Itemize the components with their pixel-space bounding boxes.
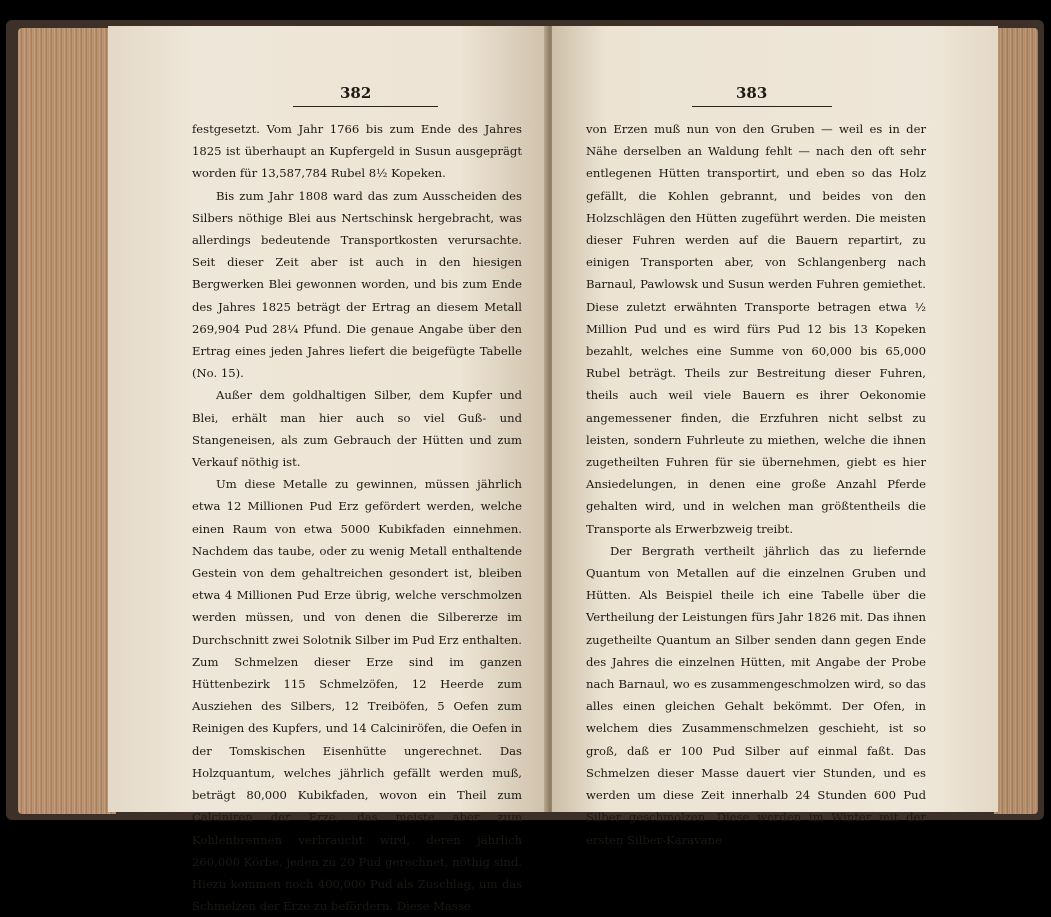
header-rule: [293, 106, 438, 107]
paragraph: Der Bergrath vertheilt jährlich das zu liefernde Quantum von Metallen auf die einzelnen Gruben und Hütten. Als Beispiel theile ich eine Tabelle über die Vertheilung der Leistungen fürs Jahr 1826 mit. Das ihnen zugetheilte Quantum an Silber senden dann gegen Ende des Jahres die einzelnen Hütten, mit Angabe der Probe nach Barnaul, wo es zusammengeschmolzen wird, so das alles einen gleichen Gehalt bekömmt. Der Ofen, in welchem dies Zusammenschmelzen geschieht, ist so groß, daß er 100 Pud Silber auf einmal faßt. Das Schmelzen dieser Masse dauert vier Stunden, und es werden um diese Zeit innerhalb 24 Stunden 600 Pud Silber geschmolzen. Diese werden im Winter mit der ersten Silber-Karavane: [586, 543, 926, 847]
page-number: 382: [340, 84, 372, 102]
paragraph: Außer dem goldhaltigen Silber, dem Kupfer und Blei, erhält man hier auch so viel Guß- und Stangeneisen, als zum Gebrauch der Hütten und zum Verkauf nöthig ist.: [192, 388, 522, 470]
header-rule: [692, 106, 832, 107]
paragraph: festgesetzt. Vom Jahr 1766 bis zum Ende des Jahres 1825 ist überhaupt an Kupfergeld in Susun ausgeprägt worden für 13,587,784 Rubel 8½ Kopeken.: [192, 122, 522, 181]
page-number: 383: [736, 84, 768, 102]
page-body: [192, 118, 522, 917]
page-edges-right: [994, 28, 1038, 814]
right-page: [552, 26, 998, 847]
paragraph: Um diese Metalle zu gewinnen, müssen jährlich etwa 12 Millionen Pud Erz gefördert werden, welche einen Raum von etwa 5000 Kubikfaden einnehmen. Nachdem das taube, oder zu wenig Metall enthaltende Gestein von dem gehaltreichen gesondert ist, bleiben etwa 4 Millionen Pud Erze übrig, welche verschmolzen werden müssen, und von denen die Silbererze im Durchschnitt zwei Solotnik Silber im Pud Erz enthalten. Zum Schmelzen dieser Erze sind im ganzen Hüttenbezirk 115 Schmelzöfen, 12 Heerde zum Ausziehen des Silbers, 12 Treiböfen, 5 Oefen zum Reinigen des Kupfers, und 14 Calciniröfen, die Oefen in der Tomskischen Eisenhütte ungerechnet. Das Holzquantum, welches jährlich gefällt werden muß, beträgt 80,000 Kubikfaden, wovon ein Theil zum Calciniren der Erze, das meiste aber zum Kohlenbrennen verbraucht wird, deren jährlich 260,000 Körbe, jeden zu 20 Pud gerechnet, nöthig sind. Hiezu kommen noch 400,000 Pud als Zuschlag, um das Schmelzen der Erze zu befördern. Diese Masse: [192, 477, 522, 914]
paragraph: von Erzen muß nun von den Gruben — weil es in der Nähe derselben an Waldung fehlt — nach den oft sehr entlegenen Hütten transportirt, und eben so das Holz gefällt, die Kohlen gebrannt, und beides von den Holzschlägen den Hütten zugeführt werden. Die meisten dieser Fuhren werden auf die Bauern repartirt, zu einigen Transporten aber, von Schlangenberg nach Barnaul, Pawlowsk und Susun werden Fuhren gemiethet. Diese zuletzt erwähnten Transporte betragen etwa ½ Million Pud und es wird fürs Pud 12 bis 13 Kopeken bezahlt, welches eine Summe von 60,000 bis 65,000 Rubel beträgt. Theils zur Bestreitung dieser Fuhren, theils auch weil viele Bauern es ihrer Oekonomie angemessener finden, die Erzfuhren nicht selbst zu leisten, sondern Fuhrleute zu miethen, welche die ihnen zugetheilten Fuhren für sie übernehmen, giebt es hier Ansiedelungen, in denen eine große Anzahl Pferde gehalten wird, und in welchen man größtentheils die Transporte als Erwerbzweig treibt.: [586, 122, 926, 536]
left-page: [108, 26, 548, 914]
paragraph: Bis zum Jahr 1808 ward das zum Ausscheiden des Silbers nöthige Blei aus Nertschinsk hergebracht, was allerdings bedeutende Transportkosten verursachte. Seit dieser Zeit aber ist auch in den hiesigen Bergwerken Blei gewonnen worden, und bis zum Ende des Jahres 1825 beträgt der Ertrag an diesem Metall 269,904 Pud 28¼ Pfund. Die genaue Angabe über den Ertrag eines jeden Jahres liefert die beigefügte Tabelle (No. 15).: [192, 188, 522, 381]
page-edges-left: [18, 28, 116, 814]
page-body: [586, 118, 926, 851]
